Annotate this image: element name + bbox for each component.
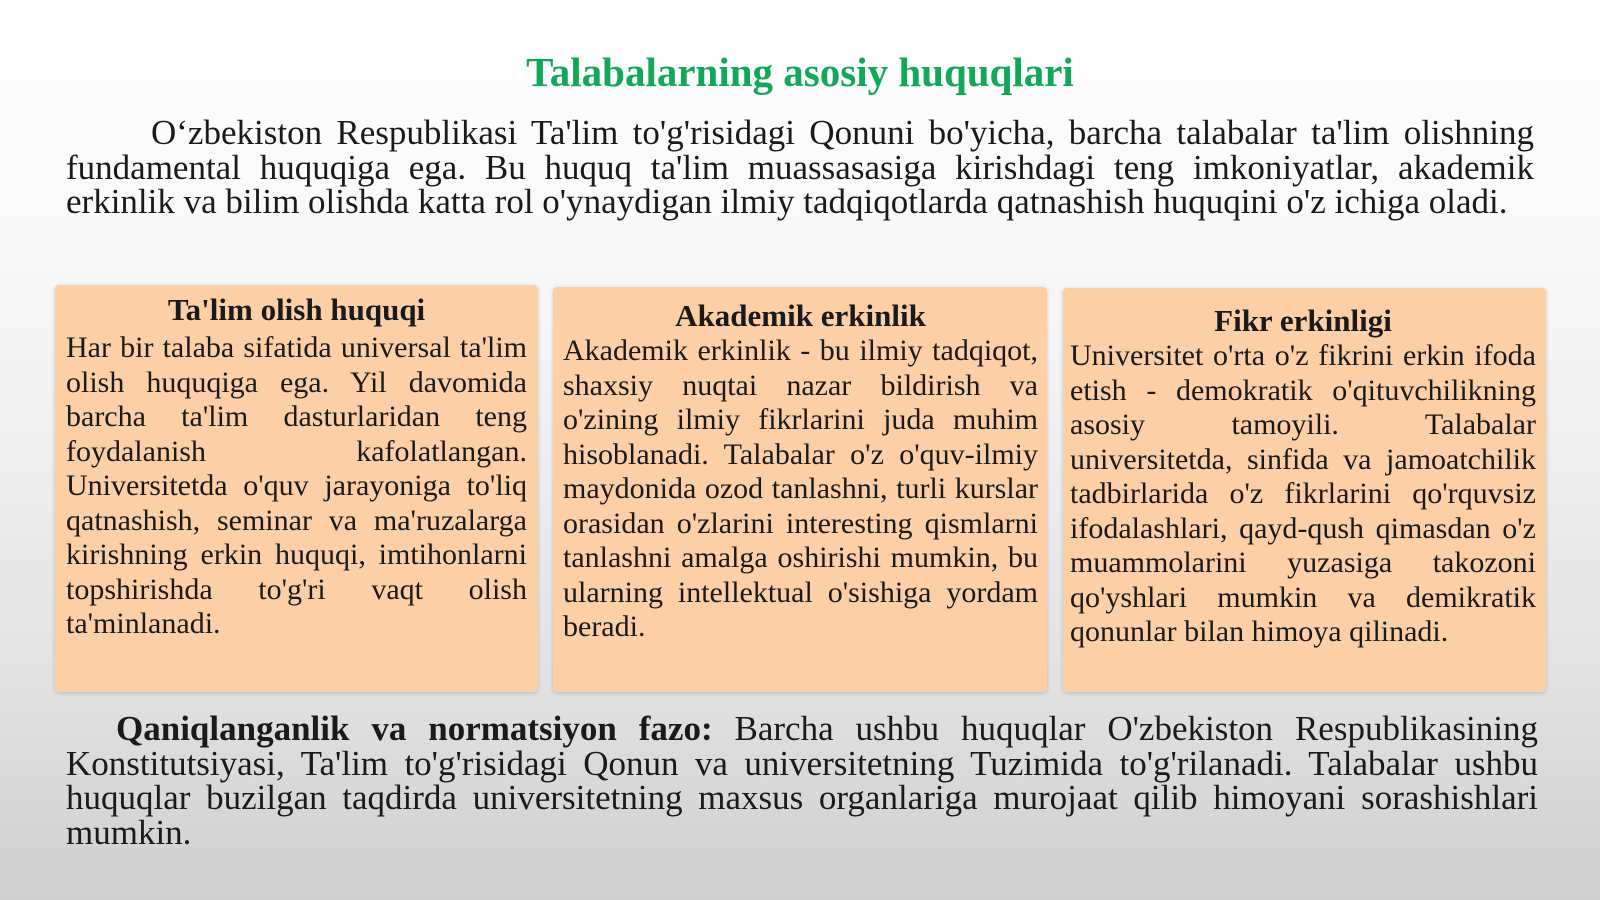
intro-paragraph: O‘zbekiston Respublikasi Ta'lim to'g'risidagi Qonuni bo'yicha, barcha talabalar ta'lim olishning fundamental huquqiga ega. Bu huquq ta'lim muassasasiga kirishdagi teng imkoniyatlar, akademik erkinlik va bilim olishda katta rol o'ynaydigan ilmiy tadqiqotlarda qatnashish huquqini o'z ichiga oladi. bbox=[66, 113, 1534, 221]
card-title: Fikr erkinligi bbox=[1214, 303, 1392, 338]
closing-paragraph bbox=[66, 709, 1538, 852]
card-body: Akademik erkinlik - bu ilmiy tadqiqot, shaxsiy nuqtai nazar bildirish va o'zining ilmiy fikrlarini juda muhim hisoblanadi. Talabalar o'z o'quv-ilmiy maydonida ozod tanlashni, turli kurslar orasidan o'zlarini interesting qismlarni tanlashni amalga oshirishi mumkin, bu ularning intellektual o'sishiga yordam beradi. bbox=[563, 334, 1038, 643]
card-body: Universitet o'rta o'z fikrini erkin ifoda etish - demokratik o'qituvchilikning asosiy tamoyili. Talabalar universitetda, sinfida va jamoatchilik tadbirlarida o'z fikrlarini qo'rquvsiz ifodalashlari, qayd-qush qimasdan o'z muammolarini yuzasiga takozoni qo'yshlari mumkin va demikratik qonunlar bilan himoya qilinadi. bbox=[1070, 339, 1536, 648]
card-title: Ta'lim olish huquqi bbox=[167, 292, 426, 327]
card-academic-freedom bbox=[553, 287, 1047, 692]
card-body: Har bir talaba sifatida universal ta'lim olish huquqiga ega. Yil davomida barcha ta'lim dasturlaridan teng foydalanish kafolatlangan. Universitetda o'quv jarayoniga to'liq qatnashish, seminar va ma'ruzalarga kirishning erkin huquqi, imtihonlarni topshirishda to'g'ri vaqt olish ta'minlanadi. bbox=[66, 331, 527, 640]
closing-lead: Qaniqlanganlik va normatsiyon fazo: bbox=[116, 709, 713, 748]
closing-text: Barcha ushbu huquqlar O'zbekiston Respublikasining Konstitutsiyasi, Ta'lim to'g'risidagi Qonun va universitetning Tuzimida to'g'rilanadi. Talabalar ushbu huquqlar buzilgan taqdirda universitetning maxsus organlariga murojaat qilib himoyani sorashishlari mumkin. bbox=[66, 709, 1538, 852]
card-right-to-education bbox=[55, 285, 538, 692]
slide-title: Talabalarning asosiy huquqlari bbox=[526, 49, 1074, 95]
card-freedom-of-thought bbox=[1063, 288, 1546, 692]
card-title: Akademik erkinlik bbox=[675, 298, 926, 333]
